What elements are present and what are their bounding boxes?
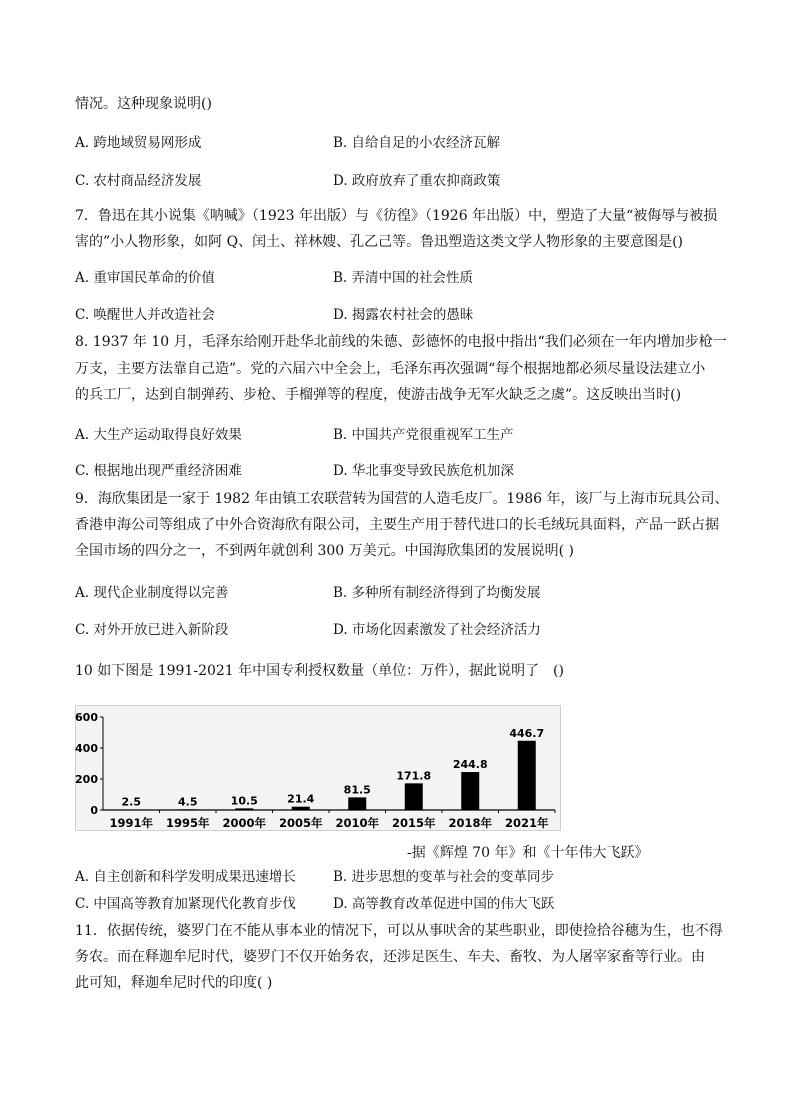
q9-option-a[interactable]: A. 现代企业制度得以完善 (75, 585, 229, 601)
x-tick-label: 2021年 (504, 816, 549, 830)
q6-stem-tail: 情况。这种现象说明() (75, 96, 212, 112)
patent-bar-chart-svg (75, 705, 561, 831)
x-tick-label: 2010年 (335, 816, 380, 830)
q6-option-a[interactable]: A. 跨地域贸易网形成 (75, 135, 202, 151)
bar (235, 808, 253, 810)
q10-option-a[interactable]: A. 自主创新和科学发明成果迅速增长 (75, 869, 296, 885)
bar (122, 810, 140, 811)
q8-option-a[interactable]: A. 大生产运动取得良好效果 (75, 427, 242, 443)
bar (348, 797, 366, 810)
bar-value-label: 2.5 (121, 795, 141, 809)
q10-option-b[interactable]: B. 进步思想的变革与社会的变革同步 (333, 869, 555, 885)
q7-option-b[interactable]: B. 弄清中国的社会性质 (333, 270, 474, 286)
bar (518, 741, 536, 810)
q9-stem-line-2: 香港申海公司等组成了中外合资海欣有限公司，主要生产用于替代进口的长毛绒玩具面料，产品一跃占据 (75, 517, 719, 533)
q10-option-d[interactable]: D. 高等教育改革促进中国的伟大飞跃 (333, 896, 555, 912)
q8-stem-line-2: 万支，主要方法靠自己造”。党的六届六中全会上，毛泽东再次强调“每个根据地都必须尽量设法建立小 (75, 361, 706, 377)
y-tick-label: 200 (75, 773, 98, 786)
q8-stem-line-1: 8. 1937 年 10 月，毛泽东给刚开赴华北前线的朱德、彭德怀的电报中指出“我们必须在一年内增加步枪一 (75, 334, 727, 350)
x-tick-label: 2015年 (391, 816, 436, 830)
chart-source-note: -据《辉煌 70 年》和《十年伟大飞跃》 (407, 845, 649, 861)
q9-stem-line-1: 9．海欣集团是一家于 1982 年由镇工农联营转为国营的人造毛皮厂。1986 年，该厂与上海市玩具公司、 (75, 491, 729, 507)
patent-bar-chart (75, 705, 561, 831)
y-tick-label: 0 (90, 804, 98, 817)
bar (461, 772, 479, 810)
bar (405, 783, 423, 810)
y-tick-label: 600 (75, 711, 98, 724)
q10-stem: 10 如下图是 1991-2021 年中国专利授权数量（单位：万件），据此说明了 (75, 663, 540, 679)
y-tick-label: 400 (75, 742, 98, 755)
chart-frame (76, 706, 561, 831)
x-tick-label: 1995年 (165, 816, 210, 830)
q11-stem-line-2: 务农。而在释迦牟尼时代，婆罗门不仅开始务农，还涉足医生、车夫、畜牧、为人屠宰家畜等行业。由 (75, 949, 705, 965)
bar-value-label: 446.7 (509, 726, 545, 740)
q7-option-c[interactable]: C. 唤醒世人并改造社会 (75, 307, 215, 323)
q10-answer-paren: () (553, 663, 564, 679)
q11-stem-line-1: 11．依据传统，婆罗门在不能从事本业的情况下，可以从事吠舍的某些职业，即使捡拾谷穗为生，也不得 (75, 923, 723, 939)
x-tick-label: 2018年 (448, 816, 493, 830)
bar-value-label: 4.5 (178, 795, 198, 809)
x-tick-label: 2000年 (222, 816, 267, 830)
q6-option-c[interactable]: C. 农村商品经济发展 (75, 173, 202, 189)
q7-option-a[interactable]: A. 重审国民革命的价值 (75, 270, 215, 286)
bar-value-label: 10.5 (230, 794, 258, 808)
q6-option-d[interactable]: D. 政府放弃了重农抑商政策 (333, 173, 501, 189)
q8-option-c[interactable]: C. 根据地出现严重经济困难 (75, 463, 242, 479)
bar-value-label: 171.8 (396, 769, 432, 783)
q8-option-d[interactable]: D. 华北事变导致民族危机加深 (333, 463, 514, 479)
q9-option-b[interactable]: B. 多种所有制经济得到了均衡发展 (333, 585, 541, 601)
bar-value-label: 81.5 (343, 783, 371, 797)
q7-stem-line-2: 害的”小人物形象，如阿 Q、闰土、祥林嫂、孔乙己等。鲁迅塑造这类文学人物形象的主要意图是() (75, 234, 684, 250)
q7-option-d[interactable]: D. 揭露农村社会的愚昧 (333, 307, 474, 323)
bar-value-label: 21.4 (287, 792, 315, 806)
q7-stem-line-1: 7．鲁迅在其小说集《呐喊》（1923 年出版）与《彷徨》（1926 年出版）中，塑造了大量“被侮辱与被损 (75, 208, 718, 224)
q8-option-b[interactable]: B. 中国共产党很重视军工生产 (333, 427, 514, 443)
q9-stem-line-3: 全国市场的四分之一，不到两年就创利 300 万美元。中国海欣集团的发展说明( ) (75, 543, 574, 559)
q10-option-c[interactable]: C. 中国高等教育加紧现代化教育步伐 (75, 896, 296, 912)
bar (292, 807, 310, 810)
x-tick-label: 2005年 (278, 816, 323, 830)
q9-option-d[interactable]: D. 市场化因素激发了社会经济活力 (333, 622, 541, 638)
q11-stem-line-3: 此可知，释迦牟尼时代的印度( ) (75, 975, 273, 991)
q9-option-c[interactable]: C. 对外开放已进入新阶段 (75, 622, 229, 638)
bar-value-label: 244.8 (452, 758, 488, 772)
q6-option-b[interactable]: B. 自给自足的小农经济瓦解 (333, 135, 501, 151)
x-tick-label: 1991年 (109, 816, 154, 830)
q8-stem-line-3: 的兵工厂，达到自制弹药、步枪、手榴弹等的程度，使游击战争无军火缺乏之虞”。这反映出当时() (75, 387, 682, 403)
bar (179, 809, 197, 810)
